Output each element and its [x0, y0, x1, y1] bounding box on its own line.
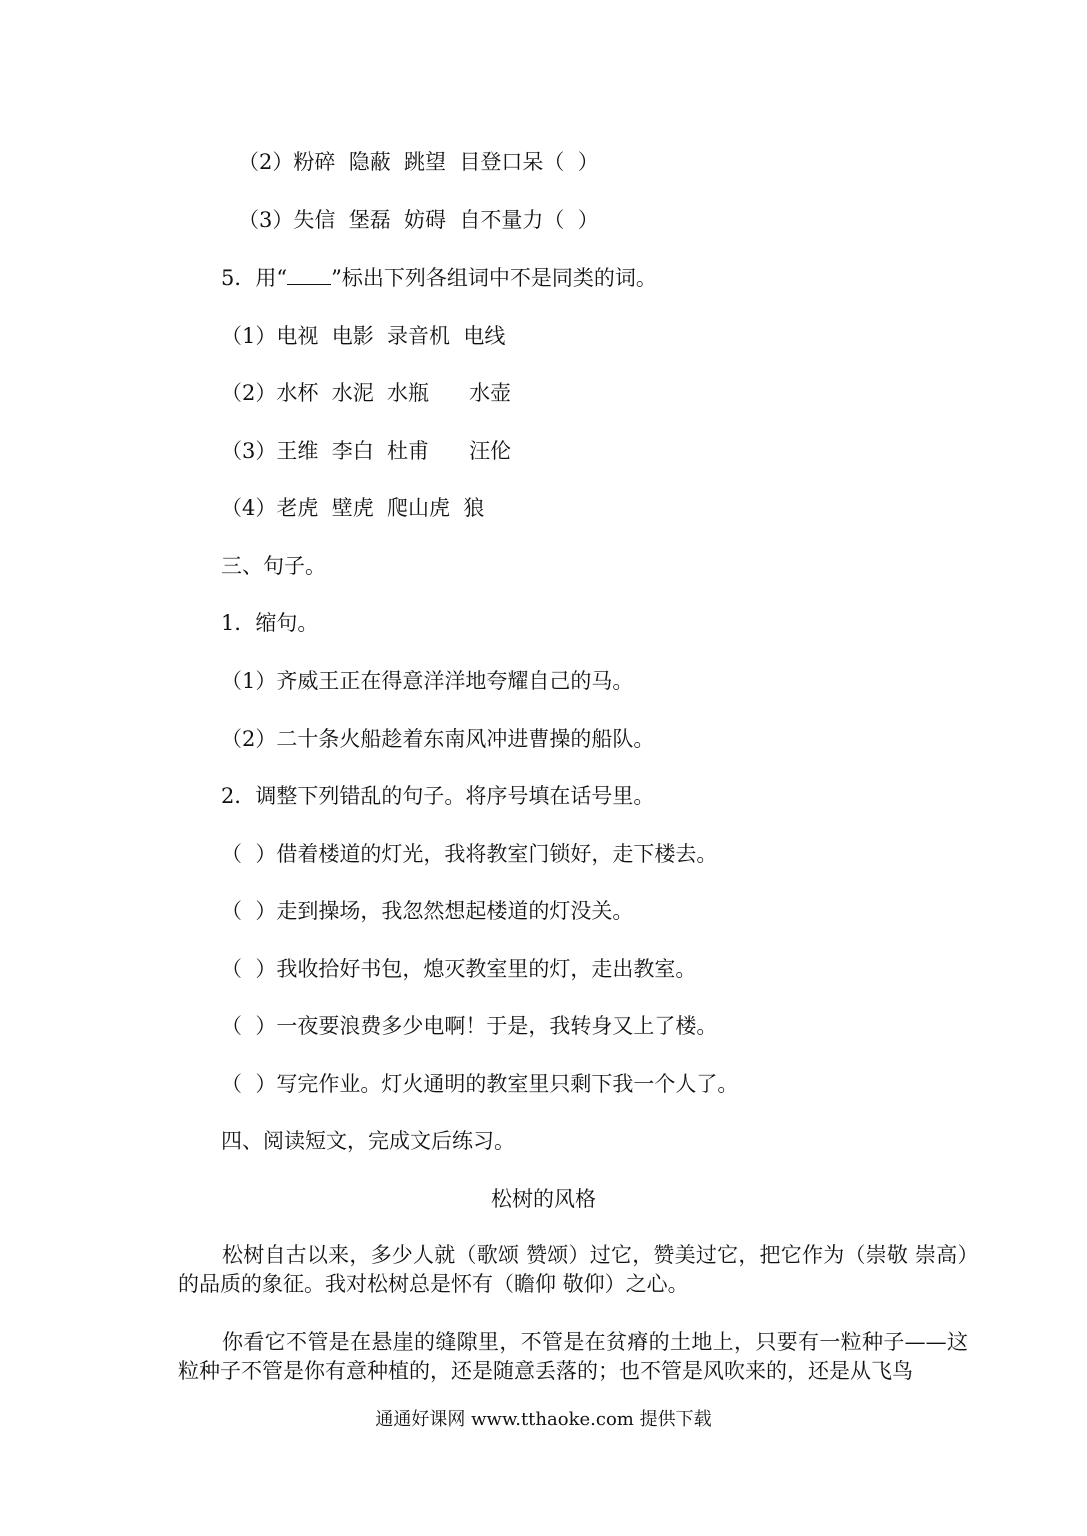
order-sentence-4: （ ）一夜要浪费多少电啊！于是，我转身又上了楼。 — [221, 1014, 718, 1038]
sentence-2-line: （2）二十条火船趁着东南风冲进曹操的船队。 — [221, 727, 655, 751]
section-3-heading: 三、句子。 — [221, 554, 326, 578]
section-4-heading: 四、阅读短文，完成文后练习。 — [221, 1129, 515, 1153]
order-sentence-2: （ ）走到操场，我忽然想起楼道的灯没关。 — [221, 899, 634, 923]
page-footer: 通通好课网 www.tthaoke.com 提供下载 — [375, 1409, 712, 1430]
group-4-line: （4）老虎 壁虎 爬山虎 狼 — [221, 496, 485, 520]
order-sentence-3: （ ）我收拾好书包，熄灭教室里的灯，走出教室。 — [221, 957, 697, 981]
group-3-line: （3）王维 李白 杜甫 汪伦 — [221, 439, 512, 463]
passage-paragraph-2: 你看它不管是在悬崖的缝隙里，不管是在贫瘠的土地上，只要有一粒种子——这粒种子不管是你有意种植的，还是随意丢落的；也不管是风吹来的，还是从飞鸟 — [178, 1330, 968, 1383]
question-5-prefix: 5．用“ — [221, 266, 288, 290]
question-2-heading: 2．调整下列错乱的句子。将序号填在话号里。 — [221, 784, 655, 808]
question-5 — [221, 264, 657, 292]
item-2-line: （2）粉碎 隐蔽 跳望 目登口呆（ ） — [238, 150, 599, 174]
passage-title: 松树的风格 — [491, 1187, 596, 1211]
sentence-1-line: （1）齐威王正在得意洋洋地夸耀自己的马。 — [221, 669, 634, 693]
order-sentence-1: （ ）借着楼道的灯光，我将教室门锁好，走下楼去。 — [221, 842, 718, 866]
order-sentence-5: （ ）写完作业。灯火通明的教室里只剩下我一个人了。 — [221, 1072, 739, 1096]
question-1-heading: 1．缩句。 — [221, 611, 319, 635]
question-5-suffix: ”标出下列各组词中不是同类的词。 — [331, 266, 657, 290]
passage-paragraph-1: 松树自古以来，多少人就（歌颂 赞颂）过它，赞美过它，把它作为（崇敬 崇高）的品质的象征。我对松树总是怀有（瞻仰 敬仰）之心。 — [178, 1243, 968, 1296]
item-3-line: （3）失信 堡磊 妨碍 自不量力（ ） — [238, 208, 599, 232]
underline-blank — [287, 266, 331, 285]
group-2-line: （2）水杯 水泥 水瓶 水壶 — [221, 381, 512, 405]
group-1-line: （1）电视 电影 录音机 电线 — [221, 324, 506, 348]
